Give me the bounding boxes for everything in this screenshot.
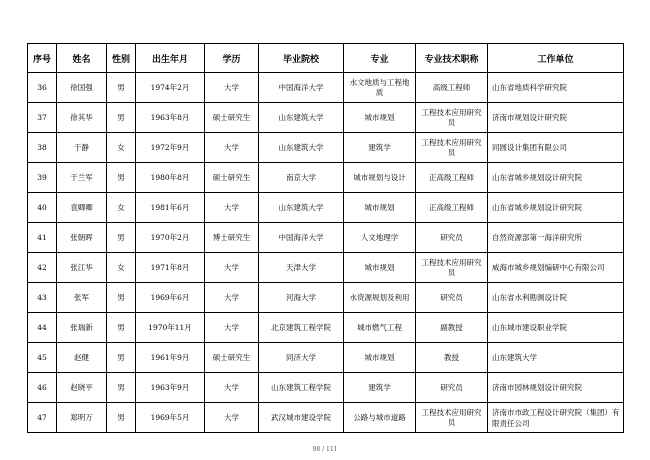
cell-major: 建筑学 (344, 133, 416, 163)
cell-gender: 女 (107, 253, 136, 283)
cell-employer: 山东省水利勘测设计院 (488, 283, 624, 313)
header-employer: 工作单位 (488, 44, 624, 73)
cell-education: 大学 (205, 253, 259, 283)
cell-index: 47 (28, 403, 57, 433)
cell-education: 大学 (205, 403, 259, 433)
table-row (28, 343, 624, 373)
cell-birth: 1969年5月 (136, 403, 205, 433)
cell-education: 大学 (205, 73, 259, 103)
cell-name: 赵晓平 (57, 373, 107, 403)
cell-birth: 1981年6月 (136, 193, 205, 223)
cell-index: 37 (28, 103, 57, 133)
cell-birth: 1969年6月 (136, 283, 205, 313)
cell-index: 45 (28, 343, 57, 373)
cell-major: 城市规划 (344, 253, 416, 283)
table-row (28, 163, 624, 193)
table-row (28, 253, 624, 283)
table-row (28, 223, 624, 253)
cell-employer: 同圆设计集团有限公司 (488, 133, 624, 163)
cell-gender: 男 (107, 103, 136, 133)
cell-education: 硕士研究生 (205, 343, 259, 373)
cell-index: 40 (28, 193, 57, 223)
cell-major: 城市燃气工程 (344, 313, 416, 343)
table-row (28, 313, 624, 343)
cell-major: 水资源规划及利用 (344, 283, 416, 313)
cell-title: 工程技术应用研究员 (416, 403, 488, 433)
table-row (28, 73, 624, 103)
cell-school: 同济大学 (259, 343, 344, 373)
cell-school: 中国海洋大学 (259, 73, 344, 103)
table-row (28, 403, 624, 433)
header-school: 毕业院校 (259, 44, 344, 73)
table-row (28, 193, 624, 223)
cell-title: 工程技术应用研究员 (416, 103, 488, 133)
cell-employer: 山东省城乡规划设计研究院 (488, 163, 624, 193)
cell-major: 城市规划与设计 (344, 163, 416, 193)
cell-gender: 女 (107, 193, 136, 223)
cell-title: 研究员 (416, 373, 488, 403)
cell-index: 39 (28, 163, 57, 193)
header-education: 学历 (205, 44, 259, 73)
cell-title: 正高级工程师 (416, 163, 488, 193)
cell-school: 北京建筑工程学院 (259, 313, 344, 343)
cell-school: 山东建筑大学 (259, 193, 344, 223)
cell-birth: 1974年2月 (136, 73, 205, 103)
cell-education: 硕士研究生 (205, 103, 259, 133)
cell-index: 36 (28, 73, 57, 103)
cell-major: 城市规划 (344, 343, 416, 373)
cell-employer: 济南市市政工程设计研究院（集团）有限责任公司 (488, 403, 624, 433)
cell-education: 大学 (205, 313, 259, 343)
cell-birth: 1970年2月 (136, 223, 205, 253)
header-title: 专业技术职称 (416, 44, 488, 73)
cell-title: 工程技术应用研究员 (416, 253, 488, 283)
cell-employer: 山东省城乡规划设计研究院 (488, 193, 624, 223)
cell-gender: 女 (107, 133, 136, 163)
cell-school: 山东建筑大学 (259, 103, 344, 133)
cell-name: 郑明万 (57, 403, 107, 433)
cell-gender: 男 (107, 223, 136, 253)
cell-major: 建筑学 (344, 373, 416, 403)
cell-gender: 男 (107, 403, 136, 433)
cell-title: 正高级工程师 (416, 193, 488, 223)
header-birth: 出生年月 (136, 44, 205, 73)
cell-name: 张军 (57, 283, 107, 313)
cell-name: 赵健 (57, 343, 107, 373)
cell-birth: 1972年9月 (136, 133, 205, 163)
cell-school: 河海大学 (259, 283, 344, 313)
cell-index: 43 (28, 283, 57, 313)
cell-school: 武汉城市建设学院 (259, 403, 344, 433)
cell-name: 于静 (57, 133, 107, 163)
cell-index: 41 (28, 223, 57, 253)
cell-title: 研究员 (416, 223, 488, 253)
table-row (28, 103, 624, 133)
cell-education: 大学 (205, 283, 259, 313)
table-row (28, 373, 624, 403)
cell-education: 硕士研究生 (205, 163, 259, 193)
page-number: 98 / 111 (312, 446, 338, 453)
cell-school: 中国海洋大学 (259, 223, 344, 253)
cell-school: 山东建筑工程学院 (259, 373, 344, 403)
roster-table (27, 43, 624, 433)
cell-index: 38 (28, 133, 57, 163)
cell-name: 于兰军 (57, 163, 107, 193)
header-name: 姓名 (57, 44, 107, 73)
cell-gender: 男 (107, 373, 136, 403)
cell-title: 高级工程师 (416, 73, 488, 103)
table-row (28, 283, 624, 313)
cell-index: 44 (28, 313, 57, 343)
cell-name: 徐其华 (57, 103, 107, 133)
cell-birth: 1980年8月 (136, 163, 205, 193)
cell-major: 城市规划 (344, 103, 416, 133)
cell-major: 城市规划 (344, 193, 416, 223)
cell-employer: 山东省地质科学研究院 (488, 73, 624, 103)
cell-major: 人文地理学 (344, 223, 416, 253)
cell-name: 袁卿卿 (57, 193, 107, 223)
cell-index: 42 (28, 253, 57, 283)
cell-birth: 1963年9月 (136, 373, 205, 403)
cell-employer: 山东建筑大学 (488, 343, 624, 373)
header-row (28, 44, 624, 73)
cell-birth: 1970年11月 (136, 313, 205, 343)
cell-gender: 男 (107, 313, 136, 343)
cell-major: 公路与城市道路 (344, 403, 416, 433)
cell-employer: 济南市园林规划设计研究院 (488, 373, 624, 403)
cell-employer: 自然资源部第一海洋研究所 (488, 223, 624, 253)
cell-gender: 男 (107, 163, 136, 193)
header-index: 序号 (28, 44, 57, 73)
cell-name: 张瑞新 (57, 313, 107, 343)
cell-gender: 男 (107, 283, 136, 313)
cell-title: 研究员 (416, 283, 488, 313)
cell-birth: 1963年8月 (136, 103, 205, 133)
cell-education: 大学 (205, 133, 259, 163)
cell-name: 张朝晖 (57, 223, 107, 253)
table-row (28, 133, 624, 163)
cell-employer: 威海市城乡规划编研中心有限公司 (488, 253, 624, 283)
cell-gender: 男 (107, 73, 136, 103)
cell-title: 工程技术应用研究员 (416, 133, 488, 163)
cell-title: 教授 (416, 343, 488, 373)
cell-school: 山东建筑大学 (259, 133, 344, 163)
cell-name: 张江华 (57, 253, 107, 283)
header-major: 专业 (344, 44, 416, 73)
cell-employer: 山东城市建设职业学院 (488, 313, 624, 343)
cell-gender: 男 (107, 343, 136, 373)
cell-index: 46 (28, 373, 57, 403)
cell-birth: 1971年8月 (136, 253, 205, 283)
roster-body (28, 73, 624, 433)
cell-name: 徐国强 (57, 73, 107, 103)
cell-major: 水文地质与工程地质 (344, 73, 416, 103)
cell-school: 南京大学 (259, 163, 344, 193)
cell-education: 大学 (205, 373, 259, 403)
cell-education: 博士研究生 (205, 223, 259, 253)
cell-employer: 济南市规划设计研究院 (488, 103, 624, 133)
cell-school: 天津大学 (259, 253, 344, 283)
header-gender: 性别 (107, 44, 136, 73)
cell-education: 大学 (205, 193, 259, 223)
cell-birth: 1961年9月 (136, 343, 205, 373)
cell-title: 副教授 (416, 313, 488, 343)
